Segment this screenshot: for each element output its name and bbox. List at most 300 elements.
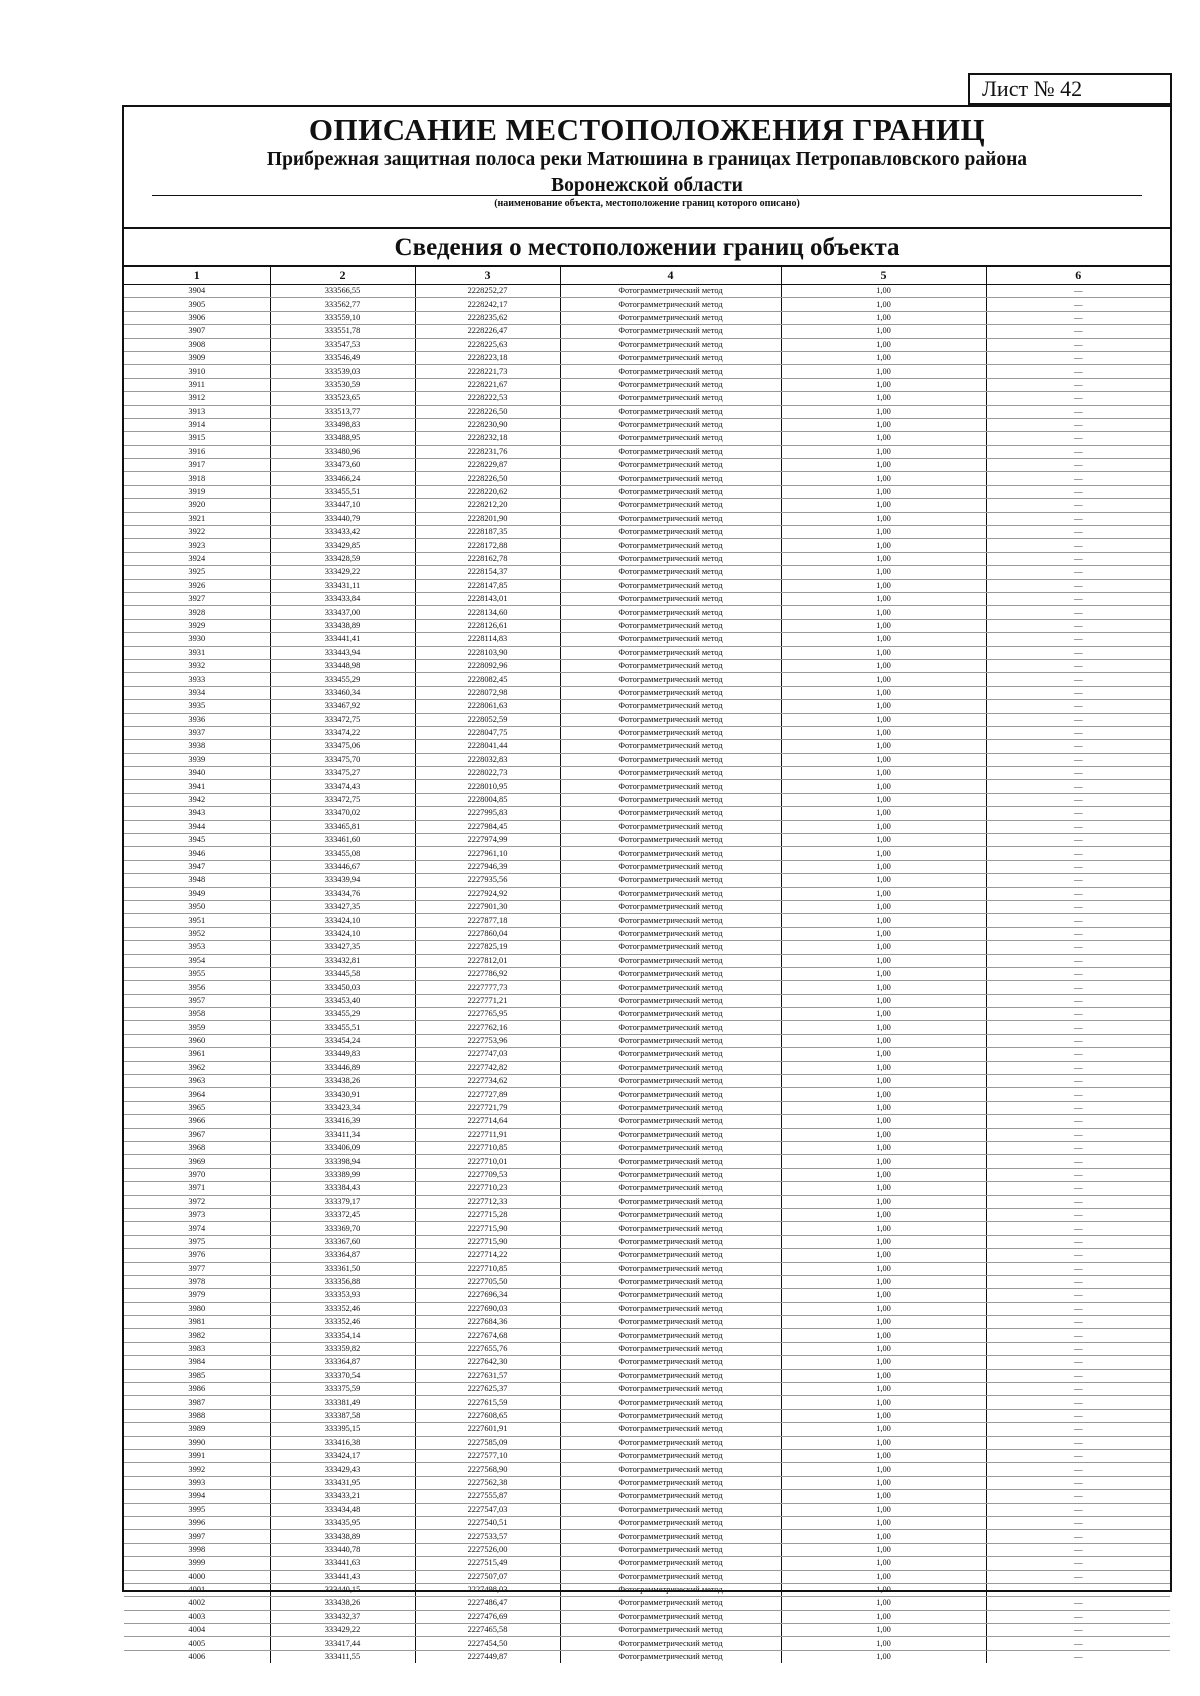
description-cell: — bbox=[986, 1101, 1170, 1114]
table-row bbox=[124, 887, 1170, 900]
table-row bbox=[124, 740, 1170, 753]
table-row bbox=[124, 1008, 1170, 1021]
table-row bbox=[124, 874, 1170, 887]
method-cell: Фотограмметрический метод bbox=[560, 767, 781, 780]
method-cell: Фотограмметрический метод bbox=[560, 1356, 781, 1369]
y-coordinate-cell: 2227721,79 bbox=[415, 1101, 560, 1114]
point-number-cell: 3942 bbox=[124, 793, 270, 806]
point-number-cell: 3931 bbox=[124, 646, 270, 659]
point-number-cell: 3986 bbox=[124, 1383, 270, 1396]
description-cell: — bbox=[986, 1249, 1170, 1262]
method-cell: Фотограмметрический метод bbox=[560, 1034, 781, 1047]
method-cell: Фотограмметрический метод bbox=[560, 1396, 781, 1409]
boundary-points-table bbox=[124, 267, 1170, 1663]
table-row bbox=[124, 1155, 1170, 1168]
title-block bbox=[124, 107, 1170, 229]
table-row bbox=[124, 860, 1170, 873]
y-coordinate-cell: 2228061,63 bbox=[415, 700, 560, 713]
description-cell: — bbox=[986, 1396, 1170, 1409]
description-cell: — bbox=[986, 1650, 1170, 1663]
accuracy-cell: 1,00 bbox=[781, 1101, 986, 1114]
point-number-cell: 3975 bbox=[124, 1235, 270, 1248]
description-cell: — bbox=[986, 994, 1170, 1007]
description-cell: — bbox=[986, 1235, 1170, 1248]
y-coordinate-cell: 2227714,64 bbox=[415, 1115, 560, 1128]
accuracy-cell: 1,00 bbox=[781, 887, 986, 900]
x-coordinate-cell: 333440,78 bbox=[270, 1543, 415, 1556]
table-row bbox=[124, 820, 1170, 833]
method-cell: Фотограмметрический метод bbox=[560, 1423, 781, 1436]
description-cell: — bbox=[986, 673, 1170, 686]
description-cell: — bbox=[986, 526, 1170, 539]
x-coordinate-cell: 333470,02 bbox=[270, 807, 415, 820]
accuracy-cell: 1,00 bbox=[781, 1530, 986, 1543]
point-number-cell: 3995 bbox=[124, 1503, 270, 1516]
description-cell: — bbox=[986, 793, 1170, 806]
y-coordinate-cell: 2227577,10 bbox=[415, 1449, 560, 1462]
description-cell: — bbox=[986, 686, 1170, 699]
method-cell: Фотограмметрический метод bbox=[560, 807, 781, 820]
y-coordinate-cell: 2228147,85 bbox=[415, 579, 560, 592]
x-coordinate-cell: 333411,55 bbox=[270, 1650, 415, 1663]
y-coordinate-cell: 2228201,90 bbox=[415, 512, 560, 525]
accuracy-cell: 1,00 bbox=[781, 1222, 986, 1235]
y-coordinate-cell: 2227690,03 bbox=[415, 1302, 560, 1315]
point-number-cell: 3948 bbox=[124, 874, 270, 887]
y-coordinate-cell: 2227625,37 bbox=[415, 1383, 560, 1396]
accuracy-cell: 1,00 bbox=[781, 1182, 986, 1195]
method-cell: Фотограмметрический метод bbox=[560, 686, 781, 699]
accuracy-cell: 1,00 bbox=[781, 1583, 986, 1596]
column-header: 2 bbox=[270, 267, 415, 285]
table-row bbox=[124, 981, 1170, 994]
table-row bbox=[124, 673, 1170, 686]
point-number-cell: 3941 bbox=[124, 780, 270, 793]
description-cell: — bbox=[986, 1329, 1170, 1342]
point-number-cell: 3911 bbox=[124, 378, 270, 391]
table-row bbox=[124, 378, 1170, 391]
method-cell: Фотограмметрический метод bbox=[560, 285, 781, 298]
table-row bbox=[124, 1570, 1170, 1583]
method-cell: Фотограмметрический метод bbox=[560, 1383, 781, 1396]
x-coordinate-cell: 333465,81 bbox=[270, 820, 415, 833]
column-header: 5 bbox=[781, 267, 986, 285]
accuracy-cell: 1,00 bbox=[781, 1409, 986, 1422]
x-coordinate-cell: 333431,11 bbox=[270, 579, 415, 592]
accuracy-cell: 1,00 bbox=[781, 325, 986, 338]
y-coordinate-cell: 2228052,59 bbox=[415, 713, 560, 726]
method-cell: Фотограмметрический метод bbox=[560, 1075, 781, 1088]
y-coordinate-cell: 2228242,17 bbox=[415, 298, 560, 311]
description-cell: — bbox=[986, 1115, 1170, 1128]
point-number-cell: 3929 bbox=[124, 619, 270, 632]
method-cell: Фотограмметрический метод bbox=[560, 298, 781, 311]
point-number-cell: 4004 bbox=[124, 1624, 270, 1637]
x-coordinate-cell: 333361,50 bbox=[270, 1262, 415, 1275]
x-coordinate-cell: 333434,76 bbox=[270, 887, 415, 900]
method-cell: Фотограмметрический метод bbox=[560, 1570, 781, 1583]
point-number-cell: 3982 bbox=[124, 1329, 270, 1342]
x-coordinate-cell: 333438,26 bbox=[270, 1597, 415, 1610]
x-coordinate-cell: 333428,59 bbox=[270, 552, 415, 565]
table-row bbox=[124, 753, 1170, 766]
y-coordinate-cell: 2227547,03 bbox=[415, 1503, 560, 1516]
y-coordinate-cell: 2227684,36 bbox=[415, 1316, 560, 1329]
x-coordinate-cell: 333352,46 bbox=[270, 1302, 415, 1315]
method-cell: Фотограмметрический метод bbox=[560, 1302, 781, 1315]
description-cell: — bbox=[986, 700, 1170, 713]
point-number-cell: 4003 bbox=[124, 1610, 270, 1623]
method-cell: Фотограмметрический метод bbox=[560, 927, 781, 940]
accuracy-cell: 1,00 bbox=[781, 1262, 986, 1275]
x-coordinate-cell: 333430,91 bbox=[270, 1088, 415, 1101]
accuracy-cell: 1,00 bbox=[781, 1503, 986, 1516]
description-cell: — bbox=[986, 1570, 1170, 1583]
description-cell: — bbox=[986, 1061, 1170, 1074]
y-coordinate-cell: 2227555,87 bbox=[415, 1490, 560, 1503]
accuracy-cell: 1,00 bbox=[781, 1249, 986, 1262]
point-number-cell: 3944 bbox=[124, 820, 270, 833]
y-coordinate-cell: 2228231,76 bbox=[415, 445, 560, 458]
method-cell: Фотограмметрический метод bbox=[560, 1048, 781, 1061]
accuracy-cell: 1,00 bbox=[781, 418, 986, 431]
description-cell: — bbox=[986, 1289, 1170, 1302]
table-row bbox=[124, 1463, 1170, 1476]
table-row bbox=[124, 526, 1170, 539]
accuracy-cell: 1,00 bbox=[781, 1021, 986, 1034]
method-cell: Фотограмметрический метод bbox=[560, 1155, 781, 1168]
method-cell: Фотограмметрический метод bbox=[560, 1476, 781, 1489]
y-coordinate-cell: 2227734,62 bbox=[415, 1075, 560, 1088]
point-number-cell: 3961 bbox=[124, 1048, 270, 1061]
description-cell: — bbox=[986, 1409, 1170, 1422]
point-number-cell: 3999 bbox=[124, 1557, 270, 1570]
x-coordinate-cell: 333431,95 bbox=[270, 1476, 415, 1489]
accuracy-cell: 1,00 bbox=[781, 1570, 986, 1583]
x-coordinate-cell: 333461,60 bbox=[270, 834, 415, 847]
y-coordinate-cell: 2227974,99 bbox=[415, 834, 560, 847]
x-coordinate-cell: 333387,58 bbox=[270, 1409, 415, 1422]
y-coordinate-cell: 2227465,58 bbox=[415, 1624, 560, 1637]
accuracy-cell: 1,00 bbox=[781, 1342, 986, 1355]
x-coordinate-cell: 333441,63 bbox=[270, 1557, 415, 1570]
description-cell: — bbox=[986, 485, 1170, 498]
point-number-cell: 3979 bbox=[124, 1289, 270, 1302]
table-row bbox=[124, 834, 1170, 847]
description-cell: — bbox=[986, 860, 1170, 873]
point-number-cell: 3973 bbox=[124, 1208, 270, 1221]
y-coordinate-cell: 2227674,68 bbox=[415, 1329, 560, 1342]
description-cell: — bbox=[986, 1316, 1170, 1329]
description-cell: — bbox=[986, 1624, 1170, 1637]
point-number-cell: 3915 bbox=[124, 432, 270, 445]
point-number-cell: 3945 bbox=[124, 834, 270, 847]
description-cell: — bbox=[986, 1075, 1170, 1088]
description-cell: — bbox=[986, 1182, 1170, 1195]
table-row bbox=[124, 847, 1170, 860]
point-number-cell: 3907 bbox=[124, 325, 270, 338]
table-row bbox=[124, 1650, 1170, 1663]
accuracy-cell: 1,00 bbox=[781, 432, 986, 445]
method-cell: Фотограмметрический метод bbox=[560, 1597, 781, 1610]
table-row bbox=[124, 579, 1170, 592]
point-number-cell: 3943 bbox=[124, 807, 270, 820]
description-cell: — bbox=[986, 807, 1170, 820]
table-row bbox=[124, 1316, 1170, 1329]
table-row bbox=[124, 606, 1170, 619]
point-number-cell: 3977 bbox=[124, 1262, 270, 1275]
point-number-cell: 3998 bbox=[124, 1543, 270, 1556]
y-coordinate-cell: 2227585,09 bbox=[415, 1436, 560, 1449]
accuracy-cell: 1,00 bbox=[781, 1597, 986, 1610]
x-coordinate-cell: 333441,41 bbox=[270, 633, 415, 646]
table-row bbox=[124, 311, 1170, 324]
y-coordinate-cell: 2228226,50 bbox=[415, 472, 560, 485]
accuracy-cell: 1,00 bbox=[781, 1155, 986, 1168]
table-row bbox=[124, 1383, 1170, 1396]
accuracy-cell: 1,00 bbox=[781, 1061, 986, 1074]
table-row bbox=[124, 700, 1170, 713]
x-coordinate-cell: 333551,78 bbox=[270, 325, 415, 338]
description-cell: — bbox=[986, 311, 1170, 324]
description-cell: — bbox=[986, 780, 1170, 793]
table-row bbox=[124, 1075, 1170, 1088]
y-coordinate-cell: 2228154,37 bbox=[415, 566, 560, 579]
method-cell: Фотограмметрический метод bbox=[560, 1249, 781, 1262]
description-cell: — bbox=[986, 432, 1170, 445]
table-row bbox=[124, 285, 1170, 298]
x-coordinate-cell: 333475,70 bbox=[270, 753, 415, 766]
accuracy-cell: 1,00 bbox=[781, 820, 986, 833]
table-row bbox=[124, 1195, 1170, 1208]
description-cell: — bbox=[986, 1436, 1170, 1449]
table-row bbox=[124, 1329, 1170, 1342]
method-cell: Фотограмметрический метод bbox=[560, 1543, 781, 1556]
accuracy-cell: 1,00 bbox=[781, 780, 986, 793]
y-coordinate-cell: 2227631,57 bbox=[415, 1369, 560, 1382]
accuracy-cell: 1,00 bbox=[781, 1075, 986, 1088]
description-cell: — bbox=[986, 1423, 1170, 1436]
table-row bbox=[124, 459, 1170, 472]
description-cell: — bbox=[986, 445, 1170, 458]
x-coordinate-cell: 333474,43 bbox=[270, 780, 415, 793]
y-coordinate-cell: 2227860,04 bbox=[415, 927, 560, 940]
method-cell: Фотограмметрический метод bbox=[560, 1021, 781, 1034]
x-coordinate-cell: 333354,14 bbox=[270, 1329, 415, 1342]
x-coordinate-cell: 333467,92 bbox=[270, 700, 415, 713]
accuracy-cell: 1,00 bbox=[781, 807, 986, 820]
description-cell: — bbox=[986, 1597, 1170, 1610]
accuracy-cell: 1,00 bbox=[781, 619, 986, 632]
method-cell: Фотограмметрический метод bbox=[560, 606, 781, 619]
x-coordinate-cell: 333416,39 bbox=[270, 1115, 415, 1128]
point-number-cell: 3905 bbox=[124, 298, 270, 311]
x-coordinate-cell: 333474,22 bbox=[270, 726, 415, 739]
method-cell: Фотограмметрический метод bbox=[560, 834, 781, 847]
method-cell: Фотограмметрический метод bbox=[560, 1088, 781, 1101]
description-cell: — bbox=[986, 1142, 1170, 1155]
accuracy-cell: 1,00 bbox=[781, 526, 986, 539]
accuracy-cell: 1,00 bbox=[781, 499, 986, 512]
method-cell: Фотограмметрический метод bbox=[560, 726, 781, 739]
table-row bbox=[124, 1490, 1170, 1503]
y-coordinate-cell: 2227601,91 bbox=[415, 1423, 560, 1436]
table-row bbox=[124, 1208, 1170, 1221]
x-coordinate-cell: 333498,83 bbox=[270, 418, 415, 431]
accuracy-cell: 1,00 bbox=[781, 365, 986, 378]
description-cell: — bbox=[986, 1490, 1170, 1503]
description-cell: — bbox=[986, 472, 1170, 485]
x-coordinate-cell: 333429,43 bbox=[270, 1463, 415, 1476]
section-title: Сведения о местоположении границ объекта bbox=[124, 229, 1170, 267]
y-coordinate-cell: 2228010,95 bbox=[415, 780, 560, 793]
method-cell: Фотограмметрический метод bbox=[560, 1637, 781, 1650]
point-number-cell: 3971 bbox=[124, 1182, 270, 1195]
table-row bbox=[124, 686, 1170, 699]
table-row bbox=[124, 432, 1170, 445]
column-header: 6 bbox=[986, 267, 1170, 285]
accuracy-cell: 1,00 bbox=[781, 552, 986, 565]
method-cell: Фотограмметрический метод bbox=[560, 1222, 781, 1235]
y-coordinate-cell: 2227715,28 bbox=[415, 1208, 560, 1221]
method-cell: Фотограмметрический метод bbox=[560, 1342, 781, 1355]
y-coordinate-cell: 2228222,53 bbox=[415, 392, 560, 405]
x-coordinate-cell: 333432,81 bbox=[270, 954, 415, 967]
table-row bbox=[124, 499, 1170, 512]
y-coordinate-cell: 2227711,91 bbox=[415, 1128, 560, 1141]
description-cell: — bbox=[986, 459, 1170, 472]
y-coordinate-cell: 2227935,56 bbox=[415, 874, 560, 887]
accuracy-cell: 1,00 bbox=[781, 1128, 986, 1141]
description-cell: — bbox=[986, 592, 1170, 605]
point-number-cell: 3914 bbox=[124, 418, 270, 431]
description-cell: — bbox=[986, 418, 1170, 431]
accuracy-cell: 1,00 bbox=[781, 1329, 986, 1342]
point-number-cell: 3974 bbox=[124, 1222, 270, 1235]
description-cell: — bbox=[986, 1530, 1170, 1543]
description-cell: — bbox=[986, 566, 1170, 579]
x-coordinate-cell: 333472,75 bbox=[270, 793, 415, 806]
point-number-cell: 3997 bbox=[124, 1530, 270, 1543]
method-cell: Фотограмметрический метод bbox=[560, 1436, 781, 1449]
description-cell: — bbox=[986, 967, 1170, 980]
description-cell: — bbox=[986, 499, 1170, 512]
accuracy-cell: 1,00 bbox=[781, 994, 986, 1007]
description-cell: — bbox=[986, 1583, 1170, 1596]
point-number-cell: 3965 bbox=[124, 1101, 270, 1114]
x-coordinate-cell: 333513,77 bbox=[270, 405, 415, 418]
description-cell: — bbox=[986, 1155, 1170, 1168]
x-coordinate-cell: 333530,59 bbox=[270, 378, 415, 391]
point-number-cell: 3925 bbox=[124, 566, 270, 579]
accuracy-cell: 1,00 bbox=[781, 1637, 986, 1650]
table-row bbox=[124, 1396, 1170, 1409]
accuracy-cell: 1,00 bbox=[781, 472, 986, 485]
description-cell: — bbox=[986, 900, 1170, 913]
sheet-number-label: Лист № 42 bbox=[968, 73, 1172, 105]
accuracy-cell: 1,00 bbox=[781, 1302, 986, 1315]
y-coordinate-cell: 2227454,50 bbox=[415, 1637, 560, 1650]
column-header: 1 bbox=[124, 267, 270, 285]
y-coordinate-cell: 2227540,51 bbox=[415, 1516, 560, 1529]
y-coordinate-cell: 2227924,92 bbox=[415, 887, 560, 900]
y-coordinate-cell: 2228220,62 bbox=[415, 485, 560, 498]
y-coordinate-cell: 2227812,01 bbox=[415, 954, 560, 967]
x-coordinate-cell: 333443,94 bbox=[270, 646, 415, 659]
point-number-cell: 4002 bbox=[124, 1597, 270, 1610]
table-row bbox=[124, 713, 1170, 726]
description-cell: — bbox=[986, 726, 1170, 739]
method-cell: Фотограмметрический метод bbox=[560, 418, 781, 431]
accuracy-cell: 1,00 bbox=[781, 285, 986, 298]
y-coordinate-cell: 2228047,75 bbox=[415, 726, 560, 739]
point-number-cell: 3955 bbox=[124, 967, 270, 980]
y-coordinate-cell: 2227712,33 bbox=[415, 1195, 560, 1208]
description-cell: — bbox=[986, 834, 1170, 847]
description-cell: — bbox=[986, 1516, 1170, 1529]
y-coordinate-cell: 2228032,83 bbox=[415, 753, 560, 766]
table-row bbox=[124, 1289, 1170, 1302]
method-cell: Фотограмметрический метод bbox=[560, 1142, 781, 1155]
accuracy-cell: 1,00 bbox=[781, 1008, 986, 1021]
table-header-row bbox=[124, 267, 1170, 285]
accuracy-cell: 1,00 bbox=[781, 1369, 986, 1382]
point-number-cell: 3958 bbox=[124, 1008, 270, 1021]
y-coordinate-cell: 2227710,85 bbox=[415, 1142, 560, 1155]
method-cell: Фотограмметрический метод bbox=[560, 1490, 781, 1503]
x-coordinate-cell: 333359,82 bbox=[270, 1342, 415, 1355]
method-cell: Фотограмметрический метод bbox=[560, 994, 781, 1007]
table-row bbox=[124, 1597, 1170, 1610]
table-row bbox=[124, 780, 1170, 793]
table-row bbox=[124, 726, 1170, 739]
point-number-cell: 3935 bbox=[124, 700, 270, 713]
x-coordinate-cell: 333539,03 bbox=[270, 365, 415, 378]
accuracy-cell: 1,00 bbox=[781, 1048, 986, 1061]
description-cell: — bbox=[986, 659, 1170, 672]
accuracy-cell: 1,00 bbox=[781, 1208, 986, 1221]
point-number-cell: 4006 bbox=[124, 1650, 270, 1663]
table-row bbox=[124, 298, 1170, 311]
description-cell: — bbox=[986, 820, 1170, 833]
accuracy-cell: 1,00 bbox=[781, 311, 986, 324]
point-number-cell: 3963 bbox=[124, 1075, 270, 1088]
x-coordinate-cell: 333441,43 bbox=[270, 1570, 415, 1583]
point-number-cell: 3939 bbox=[124, 753, 270, 766]
point-number-cell: 4000 bbox=[124, 1570, 270, 1583]
x-coordinate-cell: 333406,09 bbox=[270, 1142, 415, 1155]
y-coordinate-cell: 2228226,50 bbox=[415, 405, 560, 418]
y-coordinate-cell: 2227777,73 bbox=[415, 981, 560, 994]
table-row bbox=[124, 1610, 1170, 1623]
x-coordinate-cell: 333440,79 bbox=[270, 512, 415, 525]
point-number-cell: 3964 bbox=[124, 1088, 270, 1101]
method-cell: Фотограмметрический метод bbox=[560, 1557, 781, 1570]
table-row bbox=[124, 1222, 1170, 1235]
table-row bbox=[124, 472, 1170, 485]
table-row bbox=[124, 1530, 1170, 1543]
method-cell: Фотограмметрический метод bbox=[560, 981, 781, 994]
y-coordinate-cell: 2228223,18 bbox=[415, 351, 560, 364]
accuracy-cell: 1,00 bbox=[781, 1316, 986, 1329]
table-row bbox=[124, 1302, 1170, 1315]
method-cell: Фотограмметрический метод bbox=[560, 1610, 781, 1623]
y-coordinate-cell: 2227753,96 bbox=[415, 1034, 560, 1047]
description-cell: — bbox=[986, 606, 1170, 619]
accuracy-cell: 1,00 bbox=[781, 512, 986, 525]
x-coordinate-cell: 333454,24 bbox=[270, 1034, 415, 1047]
method-cell: Фотограмметрический метод bbox=[560, 1409, 781, 1422]
